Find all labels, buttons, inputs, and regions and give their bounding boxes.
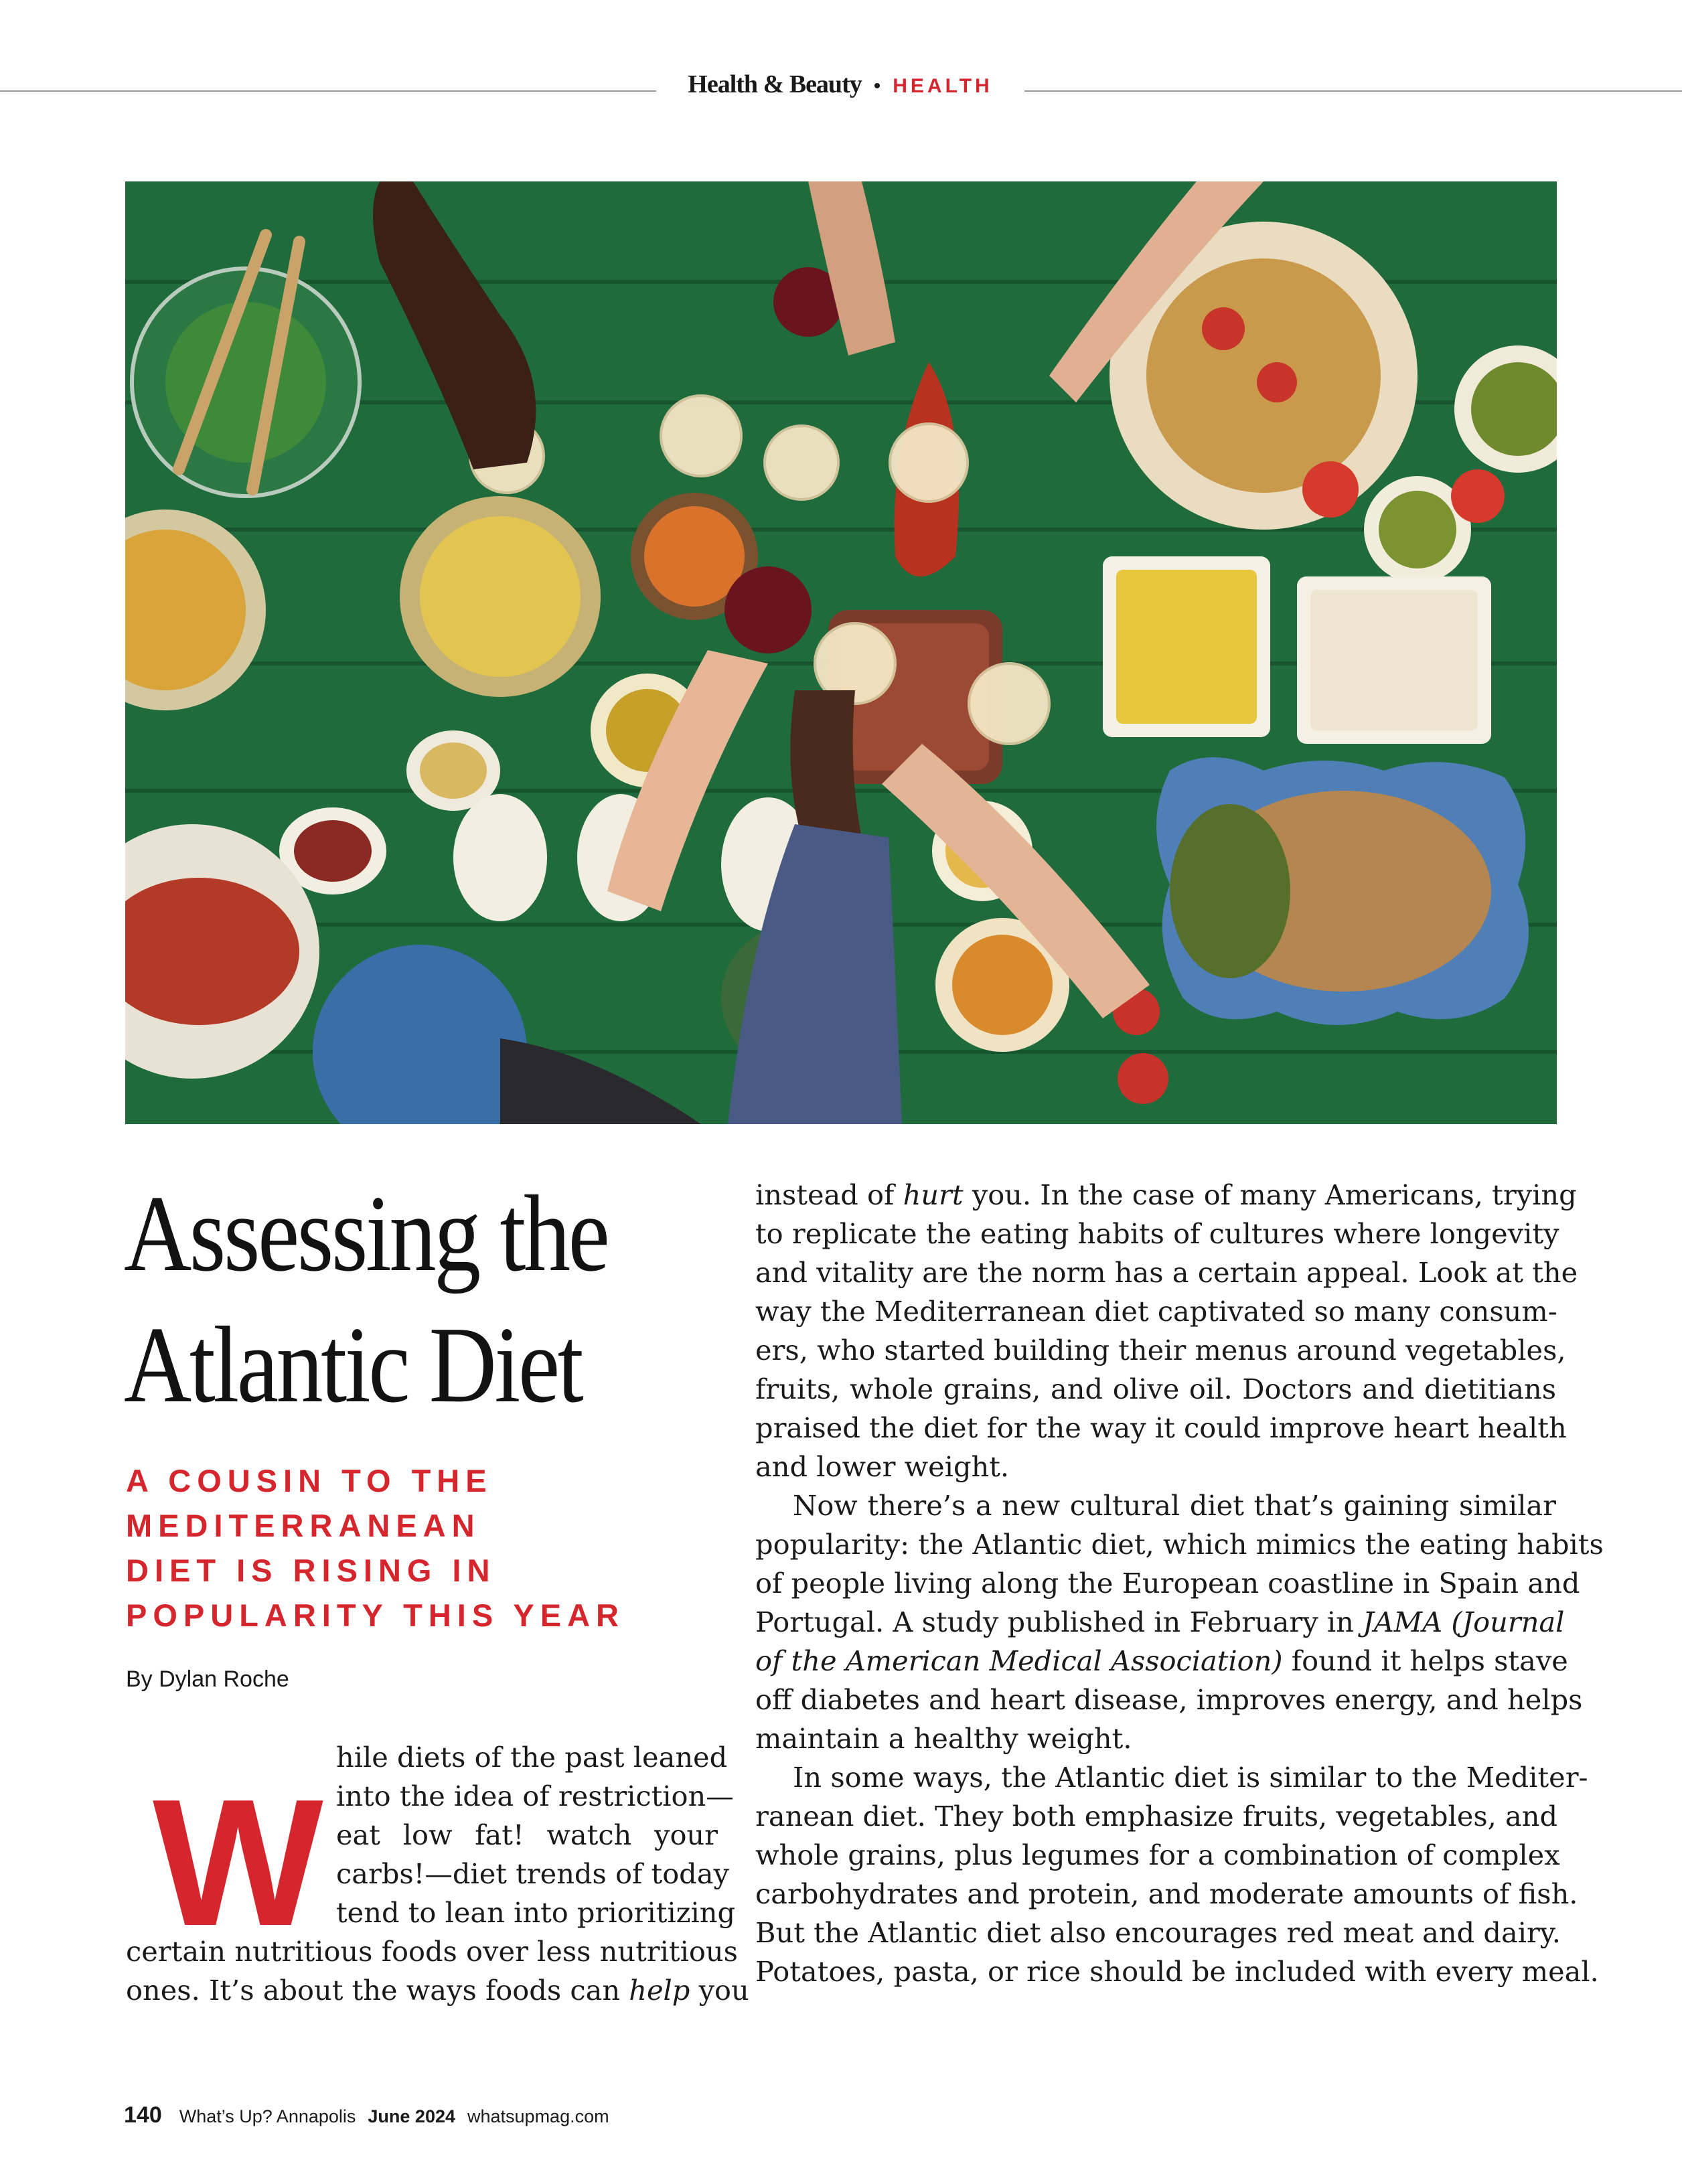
header-rule-right	[1024, 90, 1682, 92]
dek-line: DIET IS RISING IN	[126, 1553, 496, 1588]
body-line: whole grains, plus legumes for a combination of complex	[755, 1839, 1560, 1871]
body-line: eat low fat! watch your	[336, 1818, 718, 1851]
article-dek	[126, 1458, 702, 1638]
subsection-name: HEALTH	[893, 75, 993, 97]
section-header	[663, 70, 1018, 99]
body-column-right	[755, 1176, 1604, 1991]
body-line: way the Mediterranean diet captivated so many consum-	[755, 1295, 1557, 1328]
page-number: 140	[124, 2102, 162, 2128]
body-line: ranean diet. They both emphasize fruits, vegetables, and	[755, 1800, 1558, 1832]
body-line: carbs!—diet trends of today	[336, 1857, 729, 1890]
body-line: Potatoes, pasta, or rice should be included with every meal.	[755, 1955, 1599, 1988]
body-line: maintain a healthy weight.	[755, 1722, 1132, 1755]
body-line: popularity: the Atlantic diet, which mimics the eating habits	[755, 1528, 1604, 1561]
page-footer	[124, 2102, 609, 2128]
body-line: ers, who started building their menus around vegetables,	[755, 1334, 1566, 1367]
website-link[interactable]: whatsupmag.com	[467, 2106, 609, 2126]
body-line: instead of hurt you. In the case of many Americans, trying	[755, 1178, 1577, 1211]
body-line: But the Atlantic diet also encourages red meat and dairy.	[755, 1916, 1561, 1949]
title-line: Atlantic Diet	[124, 1305, 582, 1425]
section-name: Health & Beauty	[688, 70, 862, 98]
body-line: Portugal. A study published in February in JAMA (Journal	[755, 1606, 1565, 1638]
issue-date: June 2024	[368, 2106, 455, 2126]
body-line: of people living along the European coastline in Spain and	[755, 1567, 1580, 1600]
byline: By Dylan Roche	[126, 1666, 289, 1692]
body-line: of the American Medical Association) found it helps stave	[755, 1644, 1568, 1677]
body-line: off diabetes and heart disease, improves energy, and helps	[755, 1683, 1583, 1716]
body-column-left	[126, 1738, 749, 2010]
body-line: In some ways, the Atlantic diet is similar to the Mediter-	[793, 1761, 1588, 1794]
article-title	[124, 1168, 642, 1431]
body-line: into the idea of restriction—	[336, 1780, 734, 1812]
body-line: praised the diet for the way it could improve heart health	[755, 1411, 1567, 1444]
title-line: Assessing the	[124, 1174, 608, 1294]
header-rule-left	[0, 90, 656, 92]
drop-cap: W	[153, 1762, 323, 1964]
body-line: and lower weight.	[755, 1450, 1010, 1483]
body-line: certain nutritious foods over less nutritious	[126, 1935, 738, 1968]
food-table-illustration	[125, 181, 1557, 1124]
dek-line: MEDITERRANEAN	[126, 1508, 481, 1543]
body-line: carbohydrates and protein, and moderate amounts of fish.	[755, 1877, 1578, 1910]
body-line: Now there’s a new cultural diet that’s gaining similar	[793, 1489, 1556, 1522]
body-line: hile diets of the past leaned	[336, 1741, 728, 1774]
body-line: to replicate the eating habits of cultures where longevity	[755, 1217, 1559, 1250]
header-separator: •	[873, 75, 881, 97]
dek-line: POPULARITY THIS YEAR	[126, 1597, 625, 1633]
body-line: fruits, whole grains, and olive oil. Doctors and dietitians	[755, 1373, 1556, 1405]
body-line: tend to lean into prioritizing	[336, 1896, 736, 1929]
dek-line: A COUSIN TO THE	[126, 1463, 493, 1498]
hero-photo-food-table	[125, 181, 1557, 1124]
body-line: and vitality are the norm has a certain appeal. Look at the	[755, 1256, 1578, 1289]
body-line: ones. It’s about the ways foods can help you	[126, 1974, 749, 2007]
publication-name: What’s Up? Annapolis	[179, 2106, 356, 2126]
